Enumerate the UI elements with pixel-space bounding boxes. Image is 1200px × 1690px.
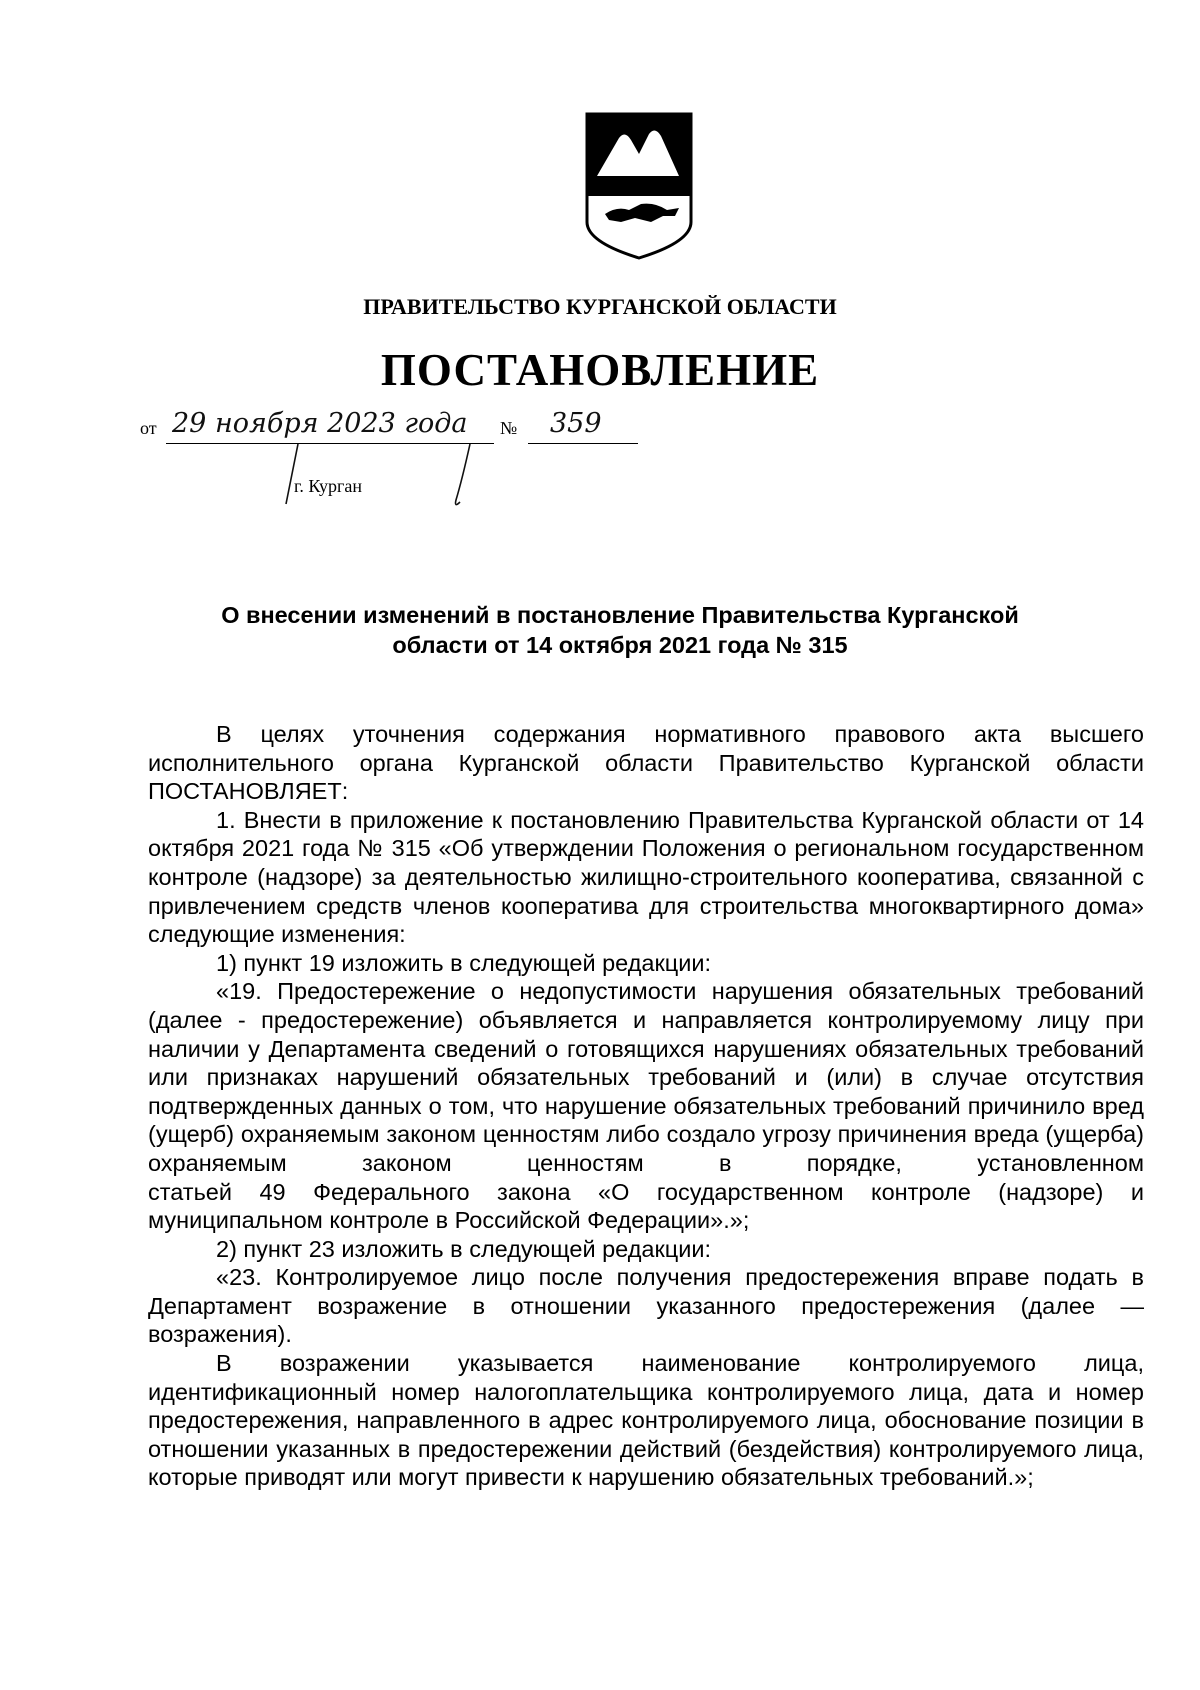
number-prefix: № xyxy=(500,418,518,438)
body-paragraph: В возражении указывается наименование контролируемого лица, идентификационный номер налогоплательщика контролируемого лица, дата и номер предостережения, направленного в адрес контролируемого лица, обоснование позиции в отношении указанных в предостережении действий (бездействия) контролируемого лица, которые приводят или могут привести к нарушению обязательных требований.»; xyxy=(148,1350,1144,1491)
body-paragraph: «23. Контролируемое лицо после получения предостережения вправе подать в Департамент возражение в отношении указанного предостережения (далее — возражения). xyxy=(148,1264,1144,1348)
number-handwritten: 359 xyxy=(550,408,602,439)
body-paragraph: В целях уточнения содержания нормативного правового акта высшего исполнительного органа Курганской области Правительство Курганской области ПОСТАНОВЛЯЕТ: xyxy=(148,721,1144,805)
body-paragraph: «19. Предостережение о недопустимости нарушения обязательных требований (далее - предостережение) объявляется и направляется контролируемому лицу при наличии у Департамента сведений о готовящихся нарушениях обязательных требований или признаках нарушений обязательных требований и (или) в случае отсутствия подтвержденных данных о том, что нарушение обязательных требований причинило вред (ущерб) охраняемым законом ценностям либо создало угрозу причинения вреда (ущерба) охраняемым законом ценностям в порядке, установленном xyxy=(148,978,1144,1176)
document-type-heading: ПОСТАНОВЛЕНИЕ xyxy=(380,345,820,395)
title-line-1: О внесении изменений в постановление Правительства Курганской xyxy=(221,602,1019,628)
handwriting-strokes xyxy=(280,440,480,510)
document-body xyxy=(148,720,1144,1492)
body-paragraph: 1. Внести в приложение к постановлению Правительства Курганской области от 14 октября 2021 года № 315 «Об утверждении Положения о региональном государственном контроле (надзоре) за деятельностью жилищно-строительного кооператива, связанной с привлечением средств членов кооператива для строительства многоквартирного дома» следующие изменения: xyxy=(148,806,1144,948)
coat-of-arms-icon xyxy=(583,110,695,260)
title-line-2: области от 14 октября 2021 года № 315 xyxy=(392,632,848,658)
government-name: ПРАВИТЕЛЬСТВО КУРГАНСКОЙ ОБЛАСТИ xyxy=(363,294,837,319)
body-paragraph: 2) пункт 23 изложить в следующей редакции: xyxy=(216,1235,712,1262)
date-handwritten: 29 ноября 2023 года xyxy=(172,408,468,439)
document-title xyxy=(150,600,1090,660)
body-paragraph: статьей 49 Федерального закона «О государственном контроле (надзоре) и муниципальном контроле в Российской Федерации».»; xyxy=(148,1178,1144,1234)
body-paragraph: 1) пункт 19 изложить в следующей редакции: xyxy=(216,949,712,976)
number-underline xyxy=(528,443,638,444)
date-prefix: от xyxy=(140,418,157,438)
city-name: г. Курган xyxy=(294,476,363,496)
